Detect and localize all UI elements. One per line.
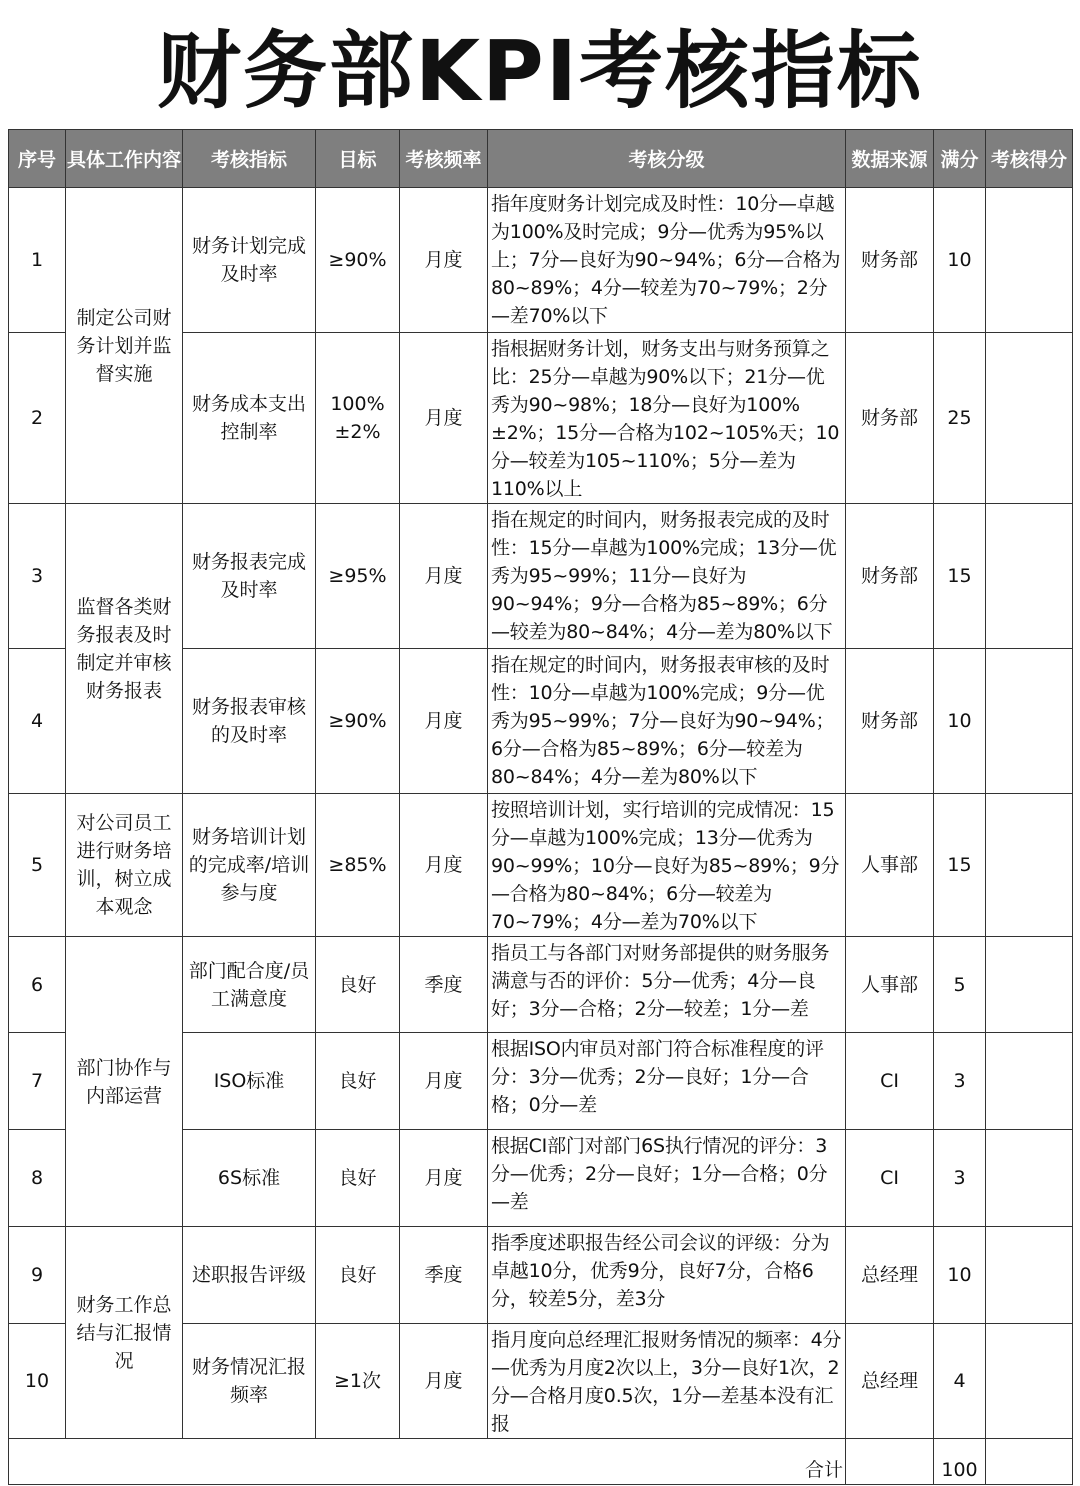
- target-cell: 良好: [316, 1033, 400, 1130]
- kpi-table: [8, 129, 1073, 1485]
- full-score-cell: 10: [934, 188, 986, 333]
- frequency-cell: 季度: [400, 1227, 488, 1324]
- total-score-cell[interactable]: [986, 1439, 1073, 1485]
- header-grading: 考核分级: [488, 130, 846, 188]
- page-title: 财务部KPI考核指标: [157, 21, 923, 120]
- target-cell: ≥1次: [316, 1324, 400, 1439]
- grading-cell: 按照培训计划，实行培训的完成情况：15分—卓越为100%完成；13分—优秀为90~99%；10分—良好为85~89%；9分—合格为80~84%；6分—较差为70~79%；4分—差为70%以下: [488, 794, 846, 937]
- source-cell: 总经理: [846, 1324, 934, 1439]
- target-cell: ≥85%: [316, 794, 400, 937]
- header-no: 序号: [9, 130, 66, 188]
- full-score-cell: 3: [934, 1130, 986, 1227]
- grading-cell: 指根据财务计划，财务支出与财务预算之比：25分—卓越为90%以下；21分—优秀为90~98%；18分—良好为100%±2%；15分—合格为102~105%天；10分—较差为105~110%；5分—差为110%以上: [488, 333, 846, 504]
- header-score: 考核得分: [986, 130, 1073, 188]
- header-source: 数据来源: [846, 130, 934, 188]
- source-cell: 财务部: [846, 188, 934, 333]
- frequency-cell: 月度: [400, 1324, 488, 1439]
- target-cell: 良好: [316, 937, 400, 1033]
- header-target: 目标: [316, 130, 400, 188]
- row-no: 6: [9, 937, 66, 1033]
- table-row: [9, 504, 1073, 649]
- indicator-cell: 部门配合度/员工满意度: [183, 937, 316, 1033]
- score-cell[interactable]: [986, 504, 1073, 649]
- row-no: 10: [9, 1324, 66, 1439]
- total-label: 合计: [9, 1439, 846, 1485]
- indicator-cell: 财务计划完成及时率: [183, 188, 316, 333]
- score-cell[interactable]: [986, 649, 1073, 794]
- header-frequency: 考核频率: [400, 130, 488, 188]
- source-cell: 人事部: [846, 794, 934, 937]
- frequency-cell: 月度: [400, 794, 488, 937]
- work-content-group: 部门协作与内部运营: [66, 937, 183, 1227]
- target-cell: 良好: [316, 1130, 400, 1227]
- source-cell: 财务部: [846, 504, 934, 649]
- frequency-cell: 季度: [400, 937, 488, 1033]
- frequency-cell: 月度: [400, 188, 488, 333]
- total-empty-cell: [846, 1439, 934, 1485]
- grading-cell: 指员工与各部门对财务部提供的财务服务满意与否的评价：5分—优秀；4分—良好；3分—合格；2分—较差；1分—差: [488, 937, 846, 1033]
- frequency-cell: 月度: [400, 333, 488, 504]
- indicator-cell: 财务成本支出控制率: [183, 333, 316, 504]
- source-cell: CI: [846, 1130, 934, 1227]
- row-no: 3: [9, 504, 66, 649]
- frequency-cell: 月度: [400, 649, 488, 794]
- header-work-content: 具体工作内容: [66, 130, 183, 188]
- score-cell[interactable]: [986, 333, 1073, 504]
- row-no: 2: [9, 333, 66, 504]
- work-content-group: 监督各类财务报表及时制定并审核财务报表: [66, 504, 183, 794]
- grading-cell: 指季度述职报告经公司会议的评级：分为卓越10分，优秀9分，良好7分，合格6分，较差5分，差3分: [488, 1227, 846, 1324]
- full-score-cell: 15: [934, 794, 986, 937]
- table-row: [9, 937, 1073, 1033]
- row-no: 9: [9, 1227, 66, 1324]
- grading-cell: 指在规定的时间内，财务报表审核的及时性：10分—卓越为100%完成；9分—优秀为95~99%；7分—良好为90~94%；6分—合格为85~89%；6分—较差为80~84%；4分—差为80%以下: [488, 649, 846, 794]
- row-no: 7: [9, 1033, 66, 1130]
- frequency-cell: 月度: [400, 1033, 488, 1130]
- target-cell: ≥90%: [316, 188, 400, 333]
- indicator-cell: 财务报表审核的及时率: [183, 649, 316, 794]
- work-content-group: 制定公司财务计划并监督实施: [66, 188, 183, 504]
- grading-cell: 根据CI部门对部门6S执行情况的评分：3分—优秀；2分—良好；1分—合格；0分—差: [488, 1130, 846, 1227]
- score-cell[interactable]: [986, 1227, 1073, 1324]
- header-full-score: 满分: [934, 130, 986, 188]
- indicator-cell: 财务情况汇报频率: [183, 1324, 316, 1439]
- header-indicator: 考核指标: [183, 130, 316, 188]
- source-cell: 人事部: [846, 937, 934, 1033]
- target-cell: 良好: [316, 1227, 400, 1324]
- header-row: [9, 130, 1073, 188]
- row-no: 5: [9, 794, 66, 937]
- frequency-cell: 月度: [400, 504, 488, 649]
- table-row: [9, 794, 1073, 937]
- full-score-cell: 15: [934, 504, 986, 649]
- full-score-cell: 10: [934, 1227, 986, 1324]
- source-cell: 财务部: [846, 649, 934, 794]
- frequency-cell: 月度: [400, 1130, 488, 1227]
- grading-cell: 指年度财务计划完成及时性：10分—卓越为100%及时完成；9分—优秀为95%以上；7分—良好为90~94%；6分—合格为80~89%；4分—较差为70~79%；2分—差70%以下: [488, 188, 846, 333]
- total-value: 100: [934, 1439, 986, 1485]
- indicator-cell: ISO标准: [183, 1033, 316, 1130]
- row-no: 1: [9, 188, 66, 333]
- score-cell[interactable]: [986, 1033, 1073, 1130]
- score-cell[interactable]: [986, 937, 1073, 1033]
- score-cell[interactable]: [986, 1324, 1073, 1439]
- full-score-cell: 5: [934, 937, 986, 1033]
- grading-cell: 根据ISO内审员对部门符合标准程度的评分：3分—优秀；2分—良好；1分—合格；0分—差: [488, 1033, 846, 1130]
- table-row: [9, 188, 1073, 333]
- score-cell[interactable]: [986, 794, 1073, 937]
- score-cell[interactable]: [986, 188, 1073, 333]
- indicator-cell: 财务培训计划的完成率/培训参与度: [183, 794, 316, 937]
- full-score-cell: 25: [934, 333, 986, 504]
- full-score-cell: 10: [934, 649, 986, 794]
- indicator-cell: 财务报表完成及时率: [183, 504, 316, 649]
- work-content-group: 财务工作总结与汇报情况: [66, 1227, 183, 1439]
- score-cell[interactable]: [986, 1130, 1073, 1227]
- grading-cell: 指月度向总经理汇报财务情况的频率：4分—优秀为月度2次以上，3分—良好1次，2分—合格月度0.5次，1分—差基本没有汇报: [488, 1324, 846, 1439]
- row-no: 8: [9, 1130, 66, 1227]
- full-score-cell: 3: [934, 1033, 986, 1130]
- total-row: [9, 1439, 1073, 1485]
- full-score-cell: 4: [934, 1324, 986, 1439]
- source-cell: CI: [846, 1033, 934, 1130]
- target-cell: 100%±2%: [316, 333, 400, 504]
- table-row: [9, 1227, 1073, 1324]
- grading-cell: 指在规定的时间内，财务报表完成的及时性：15分—卓越为100%完成；13分—优秀为95~99%；11分—良好为90~94%；9分—合格为85~89%；6分—较差为80~84%；4分—差为80%以下: [488, 504, 846, 649]
- indicator-cell: 述职报告评级: [183, 1227, 316, 1324]
- work-content-group: 对公司员工进行财务培训，树立成本观念: [66, 794, 183, 937]
- target-cell: ≥95%: [316, 504, 400, 649]
- source-cell: 财务部: [846, 333, 934, 504]
- source-cell: 总经理: [846, 1227, 934, 1324]
- target-cell: ≥90%: [316, 649, 400, 794]
- row-no: 4: [9, 649, 66, 794]
- indicator-cell: 6S标准: [183, 1130, 316, 1227]
